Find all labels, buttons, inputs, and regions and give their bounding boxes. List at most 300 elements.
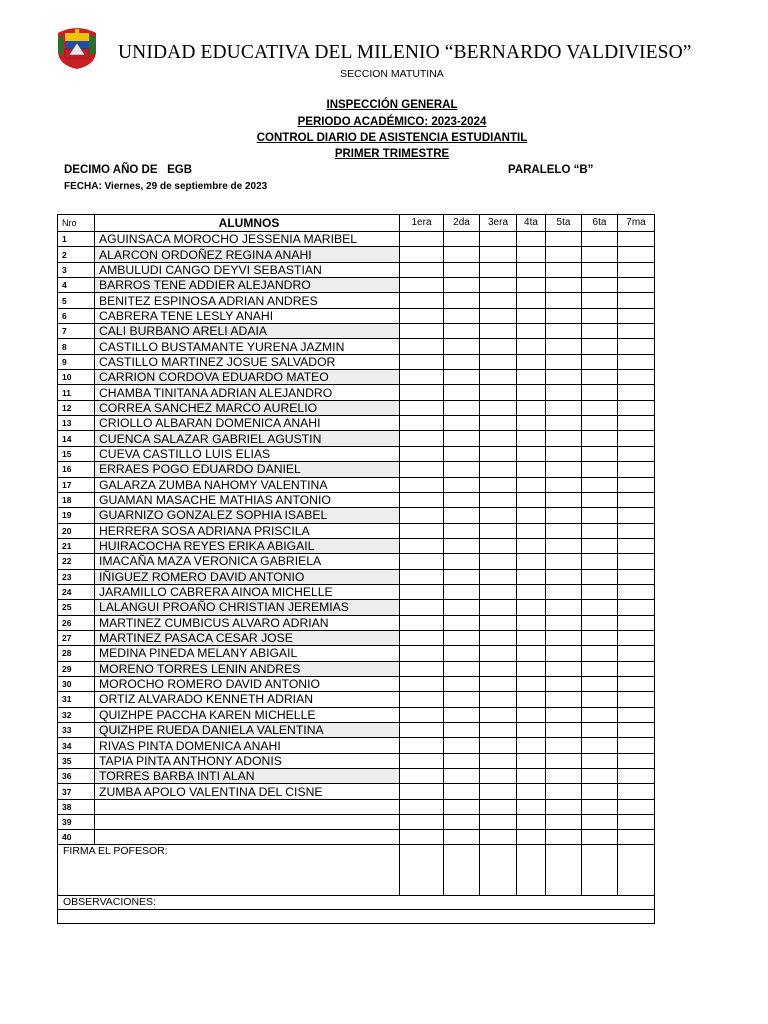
attendance-cell[interactable] [582, 324, 618, 339]
attendance-cell[interactable] [480, 339, 517, 354]
attendance-cell[interactable] [517, 661, 546, 676]
attendance-cell[interactable] [444, 508, 480, 523]
attendance-cell[interactable] [618, 814, 655, 829]
attendance-cell[interactable] [444, 661, 480, 676]
attendance-cell[interactable] [444, 707, 480, 722]
attendance-cell[interactable] [618, 676, 655, 691]
attendance-cell[interactable] [400, 232, 444, 247]
attendance-cell[interactable] [618, 646, 655, 661]
attendance-cell[interactable] [546, 554, 582, 569]
attendance-cell[interactable] [546, 354, 582, 369]
attendance-cell[interactable] [480, 324, 517, 339]
attendance-cell[interactable] [546, 784, 582, 799]
attendance-cell[interactable] [517, 232, 546, 247]
attendance-cell[interactable] [444, 615, 480, 630]
attendance-cell[interactable] [517, 554, 546, 569]
attendance-cell[interactable] [480, 723, 517, 738]
attendance-cell[interactable] [444, 538, 480, 553]
attendance-cell[interactable] [546, 400, 582, 415]
attendance-cell[interactable] [582, 278, 618, 293]
attendance-cell[interactable] [400, 308, 444, 323]
attendance-cell[interactable] [517, 400, 546, 415]
attendance-cell[interactable] [444, 278, 480, 293]
attendance-cell[interactable] [618, 431, 655, 446]
attendance-cell[interactable] [400, 630, 444, 645]
attendance-cell[interactable] [517, 799, 546, 814]
attendance-cell[interactable] [546, 829, 582, 844]
attendance-cell[interactable] [400, 646, 444, 661]
attendance-cell[interactable] [400, 538, 444, 553]
attendance-cell[interactable] [546, 615, 582, 630]
attendance-cell[interactable] [480, 416, 517, 431]
attendance-cell[interactable] [517, 615, 546, 630]
attendance-cell[interactable] [400, 416, 444, 431]
attendance-cell[interactable] [618, 661, 655, 676]
attendance-cell[interactable] [400, 707, 444, 722]
attendance-cell[interactable] [480, 431, 517, 446]
student-name: LALANGUI PROAÑO CHRISTIAN JEREMIAS [95, 600, 400, 615]
attendance-cell[interactable] [400, 769, 444, 784]
attendance-cell[interactable] [400, 324, 444, 339]
attendance-cell[interactable] [582, 492, 618, 507]
student-name [95, 829, 400, 844]
attendance-cell[interactable] [480, 799, 517, 814]
attendance-cell[interactable] [444, 324, 480, 339]
attendance-cell[interactable] [546, 584, 582, 599]
attendance-cell[interactable] [444, 523, 480, 538]
attendance-cell[interactable] [444, 431, 480, 446]
attendance-cell[interactable] [400, 339, 444, 354]
attendance-cell[interactable] [618, 247, 655, 262]
school-coat-of-arms-icon [56, 25, 98, 69]
attendance-cell[interactable] [480, 646, 517, 661]
attendance-cell[interactable] [517, 753, 546, 768]
attendance-cell[interactable] [444, 646, 480, 661]
attendance-cell[interactable] [618, 462, 655, 477]
attendance-cell[interactable] [546, 492, 582, 507]
attendance-cell[interactable] [618, 538, 655, 553]
attendance-cell[interactable] [517, 370, 546, 385]
header-period-6: 6ta [582, 215, 618, 232]
attendance-cell[interactable] [517, 431, 546, 446]
attendance-cell[interactable] [582, 814, 618, 829]
attendance-cell[interactable] [546, 462, 582, 477]
attendance-cell[interactable] [444, 676, 480, 691]
attendance-cell[interactable] [480, 814, 517, 829]
attendance-cell[interactable] [444, 262, 480, 277]
attendance-cell[interactable] [400, 784, 444, 799]
signature-cell[interactable] [400, 844, 444, 895]
attendance-cell[interactable] [400, 584, 444, 599]
attendance-cell[interactable] [480, 630, 517, 645]
attendance-cell[interactable] [400, 615, 444, 630]
attendance-cell[interactable] [546, 600, 582, 615]
attendance-cell[interactable] [582, 416, 618, 431]
attendance-cell[interactable] [618, 324, 655, 339]
attendance-cell[interactable] [618, 769, 655, 784]
attendance-cell[interactable] [400, 569, 444, 584]
attendance-cell[interactable] [400, 446, 444, 461]
attendance-cell[interactable] [480, 707, 517, 722]
attendance-cell[interactable] [400, 814, 444, 829]
attendance-cell[interactable] [444, 584, 480, 599]
attendance-cell[interactable] [480, 262, 517, 277]
attendance-cell[interactable] [546, 538, 582, 553]
attendance-cell[interactable] [400, 385, 444, 400]
attendance-cell[interactable] [582, 232, 618, 247]
attendance-cell[interactable] [444, 769, 480, 784]
attendance-cell[interactable] [582, 354, 618, 369]
attendance-cell[interactable] [517, 784, 546, 799]
attendance-cell[interactable] [400, 600, 444, 615]
attendance-cell[interactable] [480, 692, 517, 707]
attendance-cell[interactable] [546, 385, 582, 400]
row-number: 5 [58, 293, 95, 308]
attendance-cell[interactable] [517, 354, 546, 369]
attendance-cell[interactable] [444, 799, 480, 814]
attendance-cell[interactable] [546, 477, 582, 492]
attendance-cell[interactable] [582, 769, 618, 784]
attendance-cell[interactable] [546, 523, 582, 538]
attendance-cell[interactable] [480, 538, 517, 553]
attendance-cell[interactable] [400, 293, 444, 308]
attendance-cell[interactable] [400, 523, 444, 538]
attendance-cell[interactable] [618, 554, 655, 569]
attendance-cell[interactable] [400, 370, 444, 385]
attendance-cell[interactable] [618, 508, 655, 523]
attendance-cell[interactable] [480, 370, 517, 385]
attendance-cell[interactable] [480, 308, 517, 323]
attendance-cell[interactable] [618, 584, 655, 599]
attendance-cell[interactable] [517, 262, 546, 277]
attendance-cell[interactable] [517, 538, 546, 553]
attendance-cell[interactable] [618, 354, 655, 369]
attendance-cell[interactable] [444, 492, 480, 507]
attendance-cell[interactable] [618, 385, 655, 400]
attendance-cell[interactable] [582, 293, 618, 308]
signature-cell[interactable] [582, 844, 618, 895]
attendance-cell[interactable] [517, 278, 546, 293]
attendance-cell[interactable] [517, 600, 546, 615]
attendance-cell[interactable] [444, 723, 480, 738]
attendance-cell[interactable] [517, 707, 546, 722]
attendance-cell[interactable] [480, 661, 517, 676]
attendance-cell[interactable] [582, 784, 618, 799]
attendance-cell[interactable] [618, 615, 655, 630]
attendance-cell[interactable] [400, 508, 444, 523]
attendance-cell[interactable] [480, 446, 517, 461]
attendance-cell[interactable] [582, 339, 618, 354]
attendance-cell[interactable] [618, 262, 655, 277]
attendance-cell[interactable] [582, 477, 618, 492]
attendance-cell[interactable] [517, 308, 546, 323]
attendance-cell[interactable] [582, 799, 618, 814]
attendance-cell[interactable] [546, 738, 582, 753]
observations-field[interactable] [58, 909, 655, 923]
attendance-cell[interactable] [444, 692, 480, 707]
attendance-cell[interactable] [546, 308, 582, 323]
attendance-cell[interactable] [444, 784, 480, 799]
attendance-cell[interactable] [582, 630, 618, 645]
attendance-cell[interactable] [517, 324, 546, 339]
attendance-cell[interactable] [546, 247, 582, 262]
attendance-cell[interactable] [618, 400, 655, 415]
attendance-cell[interactable] [480, 676, 517, 691]
attendance-cell[interactable] [400, 723, 444, 738]
row-number: 22 [58, 554, 95, 569]
attendance-cell[interactable] [400, 462, 444, 477]
attendance-cell[interactable] [546, 508, 582, 523]
attendance-cell[interactable] [582, 646, 618, 661]
attendance-cell[interactable] [546, 723, 582, 738]
attendance-cell[interactable] [546, 799, 582, 814]
attendance-cell[interactable] [517, 569, 546, 584]
attendance-cell[interactable] [546, 630, 582, 645]
attendance-cell[interactable] [517, 492, 546, 507]
attendance-cell[interactable] [517, 723, 546, 738]
attendance-cell[interactable] [400, 354, 444, 369]
attendance-cell[interactable] [400, 278, 444, 293]
signature-cell[interactable] [444, 844, 480, 895]
attendance-cell[interactable] [444, 814, 480, 829]
attendance-cell[interactable] [582, 600, 618, 615]
attendance-cell[interactable] [400, 492, 444, 507]
attendance-cell[interactable] [444, 569, 480, 584]
attendance-cell[interactable] [444, 370, 480, 385]
attendance-cell[interactable] [582, 308, 618, 323]
attendance-cell[interactable] [517, 416, 546, 431]
attendance-cell[interactable] [480, 784, 517, 799]
attendance-cell[interactable] [582, 400, 618, 415]
attendance-cell[interactable] [480, 462, 517, 477]
attendance-cell[interactable] [517, 692, 546, 707]
attendance-cell[interactable] [582, 554, 618, 569]
attendance-cell[interactable] [480, 615, 517, 630]
attendance-cell[interactable] [618, 446, 655, 461]
attendance-cell[interactable] [546, 661, 582, 676]
attendance-cell[interactable] [480, 569, 517, 584]
attendance-cell[interactable] [480, 400, 517, 415]
attendance-cell[interactable] [400, 262, 444, 277]
attendance-cell[interactable] [582, 385, 618, 400]
attendance-cell[interactable] [546, 370, 582, 385]
attendance-cell[interactable] [582, 661, 618, 676]
attendance-cell[interactable] [618, 293, 655, 308]
attendance-cell[interactable] [618, 477, 655, 492]
attendance-cell[interactable] [480, 584, 517, 599]
attendance-cell[interactable] [444, 753, 480, 768]
attendance-cell[interactable] [618, 784, 655, 799]
student-name: QUIZHPE RUEDA DANIELA VALENTINA [95, 723, 400, 738]
attendance-cell[interactable] [480, 554, 517, 569]
attendance-cell[interactable] [400, 661, 444, 676]
attendance-cell[interactable] [400, 753, 444, 768]
attendance-cell[interactable] [480, 385, 517, 400]
attendance-cell[interactable] [517, 814, 546, 829]
attendance-cell[interactable] [618, 416, 655, 431]
attendance-cell[interactable] [480, 247, 517, 262]
attendance-cell[interactable] [517, 293, 546, 308]
attendance-cell[interactable] [546, 431, 582, 446]
attendance-cell[interactable] [582, 723, 618, 738]
attendance-cell[interactable] [400, 692, 444, 707]
attendance-cell[interactable] [444, 738, 480, 753]
attendance-cell[interactable] [582, 615, 618, 630]
attendance-cell[interactable] [582, 676, 618, 691]
attendance-cell[interactable] [546, 416, 582, 431]
attendance-cell[interactable] [618, 492, 655, 507]
attendance-cell[interactable] [618, 630, 655, 645]
attendance-cell[interactable] [546, 278, 582, 293]
attendance-cell[interactable] [582, 523, 618, 538]
attendance-cell[interactable] [618, 339, 655, 354]
student-name: CASTILLO MARTINEZ JOSUE SALVADOR [95, 354, 400, 369]
attendance-cell[interactable] [582, 370, 618, 385]
attendance-cell[interactable] [618, 278, 655, 293]
attendance-cell[interactable] [400, 247, 444, 262]
attendance-cell[interactable] [444, 554, 480, 569]
attendance-cell[interactable] [517, 630, 546, 645]
attendance-cell[interactable] [444, 354, 480, 369]
attendance-cell[interactable] [444, 630, 480, 645]
attendance-cell[interactable] [517, 477, 546, 492]
attendance-cell[interactable] [582, 738, 618, 753]
attendance-cell[interactable] [480, 232, 517, 247]
attendance-cell[interactable] [582, 538, 618, 553]
attendance-cell[interactable] [618, 829, 655, 844]
attendance-cell[interactable] [546, 339, 582, 354]
attendance-cell[interactable] [546, 232, 582, 247]
attendance-cell[interactable] [546, 262, 582, 277]
attendance-cell[interactable] [480, 738, 517, 753]
attendance-cell[interactable] [480, 508, 517, 523]
attendance-cell[interactable] [480, 293, 517, 308]
attendance-cell[interactable] [480, 492, 517, 507]
attendance-cell[interactable] [400, 799, 444, 814]
attendance-cell[interactable] [582, 247, 618, 262]
table-row [58, 646, 655, 661]
attendance-cell[interactable] [582, 446, 618, 461]
attendance-cell[interactable] [546, 707, 582, 722]
attendance-cell[interactable] [618, 753, 655, 768]
attendance-cell[interactable] [582, 584, 618, 599]
attendance-cell[interactable] [618, 308, 655, 323]
attendance-cell[interactable] [517, 584, 546, 599]
attendance-cell[interactable] [618, 370, 655, 385]
attendance-cell[interactable] [444, 416, 480, 431]
attendance-cell[interactable] [480, 477, 517, 492]
attendance-cell[interactable] [480, 354, 517, 369]
attendance-cell[interactable] [517, 829, 546, 844]
signature-cell[interactable] [546, 844, 582, 895]
attendance-cell[interactable] [400, 400, 444, 415]
attendance-cell[interactable] [582, 462, 618, 477]
attendance-cell[interactable] [517, 446, 546, 461]
attendance-cell[interactable] [582, 692, 618, 707]
attendance-cell[interactable] [444, 293, 480, 308]
attendance-cell[interactable] [618, 738, 655, 753]
attendance-cell[interactable] [582, 829, 618, 844]
attendance-cell[interactable] [546, 446, 582, 461]
attendance-cell[interactable] [480, 829, 517, 844]
attendance-cell[interactable] [400, 738, 444, 753]
attendance-cell[interactable] [400, 676, 444, 691]
attendance-cell[interactable] [546, 569, 582, 584]
attendance-cell[interactable] [444, 385, 480, 400]
attendance-cell[interactable] [444, 829, 480, 844]
attendance-cell[interactable] [582, 508, 618, 523]
attendance-cell[interactable] [444, 600, 480, 615]
attendance-cell[interactable] [400, 829, 444, 844]
attendance-cell[interactable] [618, 692, 655, 707]
attendance-cell[interactable] [517, 646, 546, 661]
attendance-cell[interactable] [517, 523, 546, 538]
attendance-cell[interactable] [480, 600, 517, 615]
attendance-cell[interactable] [517, 738, 546, 753]
attendance-cell[interactable] [444, 339, 480, 354]
attendance-cell[interactable] [517, 769, 546, 784]
attendance-cell[interactable] [618, 600, 655, 615]
attendance-cell[interactable] [618, 707, 655, 722]
attendance-cell[interactable] [444, 477, 480, 492]
attendance-cell[interactable] [480, 753, 517, 768]
attendance-cell[interactable] [582, 431, 618, 446]
attendance-cell[interactable] [618, 523, 655, 538]
attendance-cell[interactable] [480, 769, 517, 784]
attendance-cell[interactable] [546, 676, 582, 691]
attendance-cell[interactable] [517, 247, 546, 262]
attendance-cell[interactable] [517, 676, 546, 691]
attendance-cell[interactable] [546, 769, 582, 784]
attendance-cell[interactable] [618, 569, 655, 584]
attendance-cell[interactable] [618, 799, 655, 814]
attendance-cell[interactable] [546, 646, 582, 661]
attendance-cell[interactable] [618, 723, 655, 738]
attendance-cell[interactable] [618, 232, 655, 247]
attendance-cell[interactable] [444, 247, 480, 262]
attendance-cell[interactable] [546, 324, 582, 339]
table-row [58, 523, 655, 538]
attendance-cell[interactable] [444, 308, 480, 323]
attendance-cell[interactable] [582, 262, 618, 277]
attendance-cell[interactable] [546, 814, 582, 829]
attendance-cell[interactable] [582, 753, 618, 768]
attendance-cell[interactable] [444, 400, 480, 415]
attendance-cell[interactable] [517, 339, 546, 354]
attendance-cell[interactable] [400, 477, 444, 492]
attendance-cell[interactable] [582, 707, 618, 722]
attendance-cell[interactable] [400, 431, 444, 446]
attendance-cell[interactable] [517, 462, 546, 477]
attendance-cell[interactable] [582, 569, 618, 584]
attendance-cell[interactable] [480, 523, 517, 538]
student-name [95, 814, 400, 829]
attendance-cell[interactable] [546, 692, 582, 707]
attendance-cell[interactable] [400, 554, 444, 569]
signature-cell[interactable] [618, 844, 655, 895]
attendance-cell[interactable] [546, 293, 582, 308]
signature-cell[interactable] [517, 844, 546, 895]
attendance-cell[interactable] [444, 232, 480, 247]
signature-cell[interactable] [480, 844, 517, 895]
attendance-cell[interactable] [517, 508, 546, 523]
attendance-cell[interactable] [444, 462, 480, 477]
row-number: 27 [58, 630, 95, 645]
attendance-cell[interactable] [517, 385, 546, 400]
attendance-cell[interactable] [444, 446, 480, 461]
attendance-cell[interactable] [546, 753, 582, 768]
attendance-cell[interactable] [480, 278, 517, 293]
